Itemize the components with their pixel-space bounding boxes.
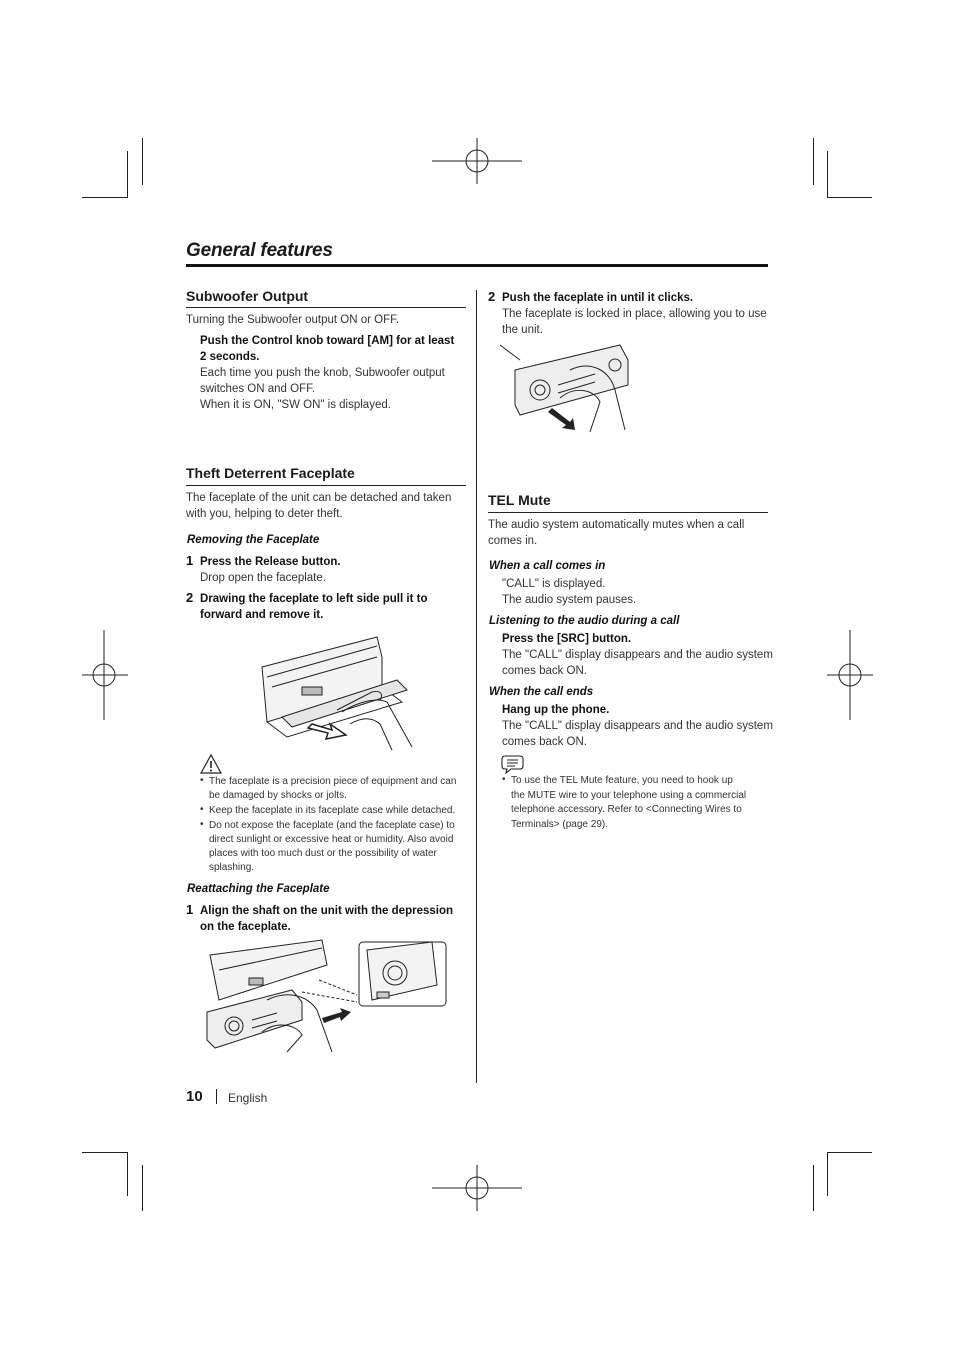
subwoofer-rule	[186, 307, 466, 308]
reattach-step-1-line1: Align the shaft on the unit with the depression	[200, 905, 453, 917]
theft-heading: Theft Deterrent Faceplate	[186, 465, 355, 481]
listening-line2: comes back ON.	[502, 665, 587, 677]
column-divider	[476, 290, 477, 1083]
push-step-action: Push the faceplate in until it clicks.	[502, 292, 694, 304]
caution-3-line1: Do not expose the faceplate (and the faceplate case) to	[209, 820, 455, 831]
push-faceplate-illustration	[500, 340, 635, 435]
caution-3-line4: splashing.	[209, 862, 255, 873]
subwoofer-intro: Turning the Subwoofer output ON or OFF.	[186, 314, 400, 326]
caution-icon	[200, 754, 222, 774]
caution-bullet: •	[200, 804, 204, 815]
call-comes-line2: The audio system pauses.	[502, 594, 637, 606]
note-line2: the MUTE wire to your telephone using a commercial	[511, 790, 747, 801]
note-icon	[501, 754, 525, 774]
push-step-desc-line1: The faceplate is locked in place, allowing you to use	[502, 308, 767, 320]
page-number: 10	[186, 1088, 203, 1105]
call-comes-line1: "CALL" is displayed.	[502, 578, 606, 590]
reattach-step-1-line2: on the faceplate.	[200, 921, 291, 933]
step-2-line2: forward and remove it.	[200, 609, 324, 621]
caution-3-line3: places with too much dust or the possibility of water	[209, 848, 437, 859]
step-1-desc: Drop open the faceplate.	[200, 572, 326, 584]
reattaching-faceplate-illustration	[207, 940, 447, 1055]
reattach-title: Reattaching the Faceplate	[187, 883, 330, 895]
note-line1: To use the TEL Mute feature, you need to hook up	[511, 775, 733, 786]
subwoofer-desc-line1: Each time you push the knob, Subwoofer output	[200, 367, 445, 379]
footer-divider	[216, 1089, 217, 1104]
listening-title: Listening to the audio during a call	[489, 615, 680, 627]
call-ends-line2: comes back ON.	[502, 736, 587, 748]
step-2-number: 2	[186, 590, 194, 605]
push-step-desc-line2: the unit.	[502, 324, 543, 336]
step-1-number: 1	[186, 553, 194, 568]
subwoofer-heading: Subwoofer Output	[186, 288, 309, 304]
listening-action: Press the [SRC] button.	[502, 633, 632, 645]
reattach-step-1-number: 1	[186, 902, 194, 917]
note-bullet: •	[502, 774, 506, 785]
caution-1-line2: be damaged by shocks or jolts.	[209, 790, 347, 801]
caution-2-line1: Keep the faceplate in its faceplate case while detached.	[209, 805, 456, 816]
subwoofer-action-line1: Push the Control knob toward [AM] for at least	[200, 335, 455, 347]
step-2-line1: Drawing the faceplate to left side pull it to	[200, 593, 428, 605]
tel-intro-line1: The audio system automatically mutes when a call	[488, 519, 745, 531]
call-comes-title: When a call comes in	[489, 560, 606, 572]
caution-bullet: •	[200, 775, 204, 786]
subwoofer-action-line2: 2 seconds.	[200, 351, 260, 363]
page-title: General features	[186, 240, 333, 261]
theft-rule	[186, 485, 466, 486]
tel-intro-line2: comes in.	[488, 535, 538, 547]
tel-mute-heading: TEL Mute	[488, 492, 551, 508]
caution-1-line1: The faceplate is a precision piece of equipment and can	[209, 776, 457, 787]
step-1-action: Press the Release button.	[200, 556, 341, 568]
caution-bullet: •	[200, 819, 204, 830]
call-ends-action: Hang up the phone.	[502, 704, 610, 716]
theft-intro-line2: with you, helping to deter theft.	[186, 508, 343, 520]
caution-3-line2: direct sunlight or excessive heat or humidity. Also avoid	[209, 834, 454, 845]
call-ends-title: When the call ends	[489, 686, 594, 698]
tel-mute-rule	[488, 512, 768, 513]
listening-line1: The "CALL" display disappears and the audio system	[502, 649, 773, 661]
subwoofer-desc-line2: switches ON and OFF.	[200, 383, 316, 395]
push-step-number: 2	[488, 289, 496, 304]
note-line4: Terminals> (page 29).	[511, 819, 608, 830]
footer-language: English	[228, 1091, 268, 1105]
call-ends-line1: The "CALL" display disappears and the audio system	[502, 720, 773, 732]
removing-faceplate-illustration	[262, 632, 462, 752]
note-line3: telephone accessory. Refer to <Connecting Wires to	[511, 804, 742, 815]
title-rule	[186, 264, 768, 267]
theft-intro-line1: The faceplate of the unit can be detached and taken	[186, 492, 452, 504]
removing-title: Removing the Faceplate	[187, 534, 320, 546]
subwoofer-desc-line3: When it is ON, "SW ON" is displayed.	[200, 399, 391, 411]
